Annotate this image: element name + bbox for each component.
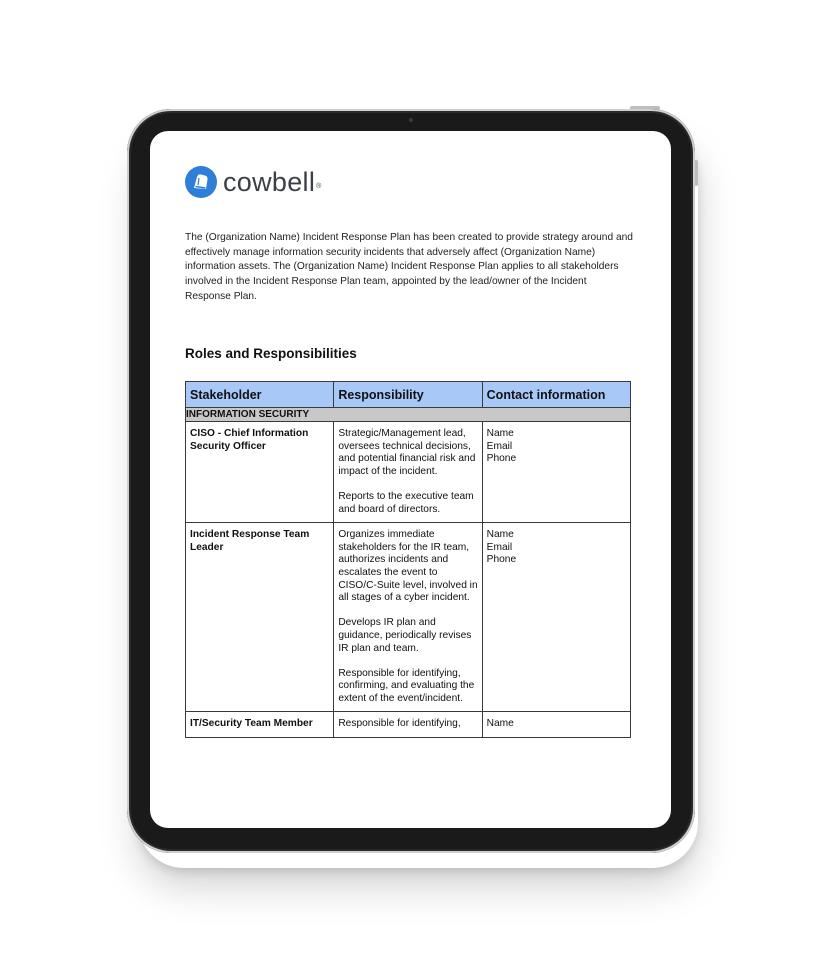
contact-cell: [482, 523, 630, 712]
contact-cell: [482, 712, 630, 738]
stakeholder-cell: [186, 523, 334, 712]
contact-email: Email: [486, 541, 513, 553]
section-title: Roles and Responsibilities: [185, 346, 357, 361]
group-row: [186, 408, 631, 422]
responsibility-text: Responsible for identifying,: [338, 718, 461, 730]
stakeholder-name: CISO - Chief Information Security Officer: [190, 428, 309, 452]
responsibility-text: Organizes immediate stakeholders for the IR team, authorizes incidents and escalates the event to CISO/C-Suite level, involved in all stages of a cyber incident.: [338, 529, 478, 604]
intro-paragraph: The (Organization Name) Incident Response Plan has been created to provide strategy around and effectively manage information security incidents that adversely affect (Organization Name) information assets. The (Organization Name) Incident Response Plan applies to all stakeholders involved in the Incident Response Plan team, appointed by the lead/owner of the Incident Response Plan.: [185, 232, 633, 302]
table-row: [186, 712, 631, 738]
stakeholder-cell: [186, 712, 334, 738]
responsibility-text: Develops IR plan and guidance, periodically revises IR plan and team.: [338, 617, 472, 654]
contact-cell: [482, 422, 630, 523]
camera-icon: [409, 118, 413, 122]
responsibility-text: Responsible for identifying, confirming, and evaluating the extent of the event/incident.: [338, 667, 475, 704]
header-responsibility: Responsibility: [334, 382, 482, 408]
contact-name: Name: [486, 718, 514, 730]
roles-table: [185, 381, 631, 738]
responsibility-cell: [334, 523, 482, 712]
cowbell-logo: [185, 166, 321, 198]
registered-mark: ®: [316, 182, 322, 190]
responsibility-text: Strategic/Management lead, oversees technical decisions, and potential financial risk and impact of the incident.: [338, 428, 476, 477]
table-row: [186, 422, 631, 523]
cowbell-bell-icon: [185, 166, 217, 198]
group-label: INFORMATION SECURITY: [186, 408, 631, 422]
contact-name: Name: [486, 529, 514, 541]
header-contact-information: Contact information: [482, 382, 630, 408]
header-stakeholder: Stakeholder: [186, 382, 334, 408]
responsibility-cell: [334, 422, 482, 523]
stakeholder-name: Incident Response Team Leader: [190, 529, 310, 553]
contact-name: Name: [486, 428, 514, 439]
stakeholder-cell: [186, 422, 334, 523]
contact-phone: Phone: [486, 453, 517, 465]
responsibility-cell: [334, 712, 482, 738]
contact-phone: Phone: [486, 554, 517, 566]
tablet-screen: [150, 131, 671, 828]
table-row: [186, 523, 631, 712]
table-header-row: [186, 382, 631, 408]
stakeholder-name: IT/Security Team Member: [190, 718, 313, 730]
responsibility-text: Reports to the executive team and board of directors.: [338, 490, 474, 515]
brand-name: cowbell: [223, 167, 316, 197]
contact-email: Email: [486, 440, 513, 452]
